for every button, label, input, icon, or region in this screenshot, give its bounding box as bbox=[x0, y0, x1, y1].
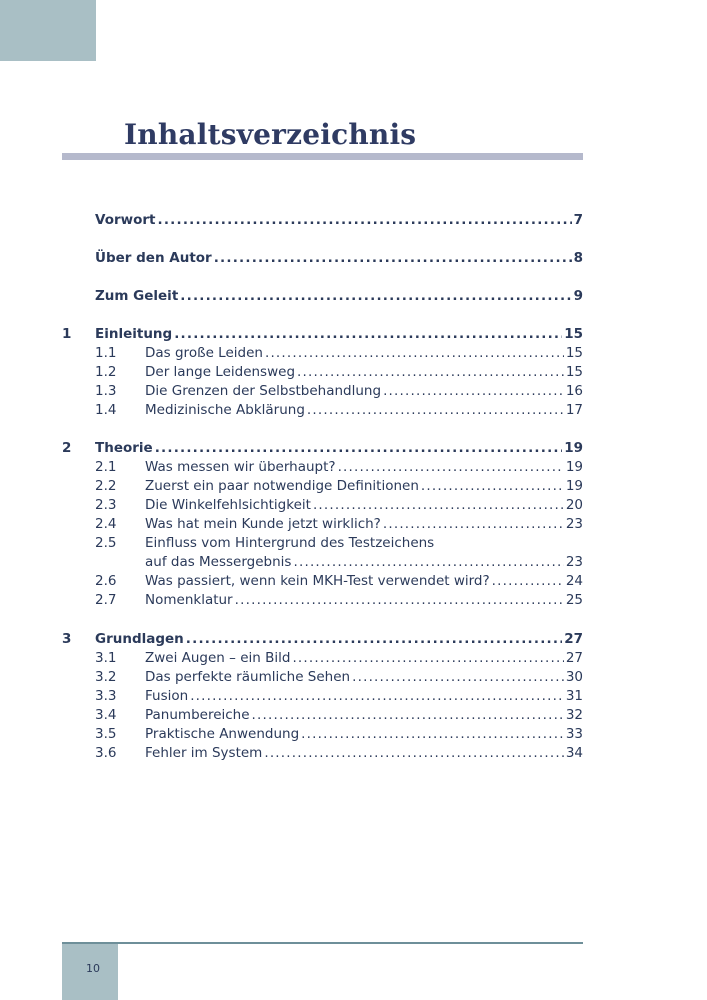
toc-subentry-page: 15 bbox=[565, 345, 583, 361]
dot-leader bbox=[265, 345, 564, 361]
dot-leader bbox=[293, 554, 563, 570]
toc-subentry-number: 3.1 bbox=[95, 650, 117, 666]
dot-leader bbox=[190, 688, 564, 704]
toc-subentry-page: 24 bbox=[565, 573, 583, 589]
toc-subentry-page: 27 bbox=[565, 650, 583, 666]
dot-leader bbox=[297, 364, 564, 380]
toc-entry-page: 7 bbox=[573, 212, 583, 228]
chapter-number: 3 bbox=[62, 631, 72, 647]
toc-subentry-page: 31 bbox=[565, 688, 583, 704]
toc-subentry-text: Medizinische Abklärung bbox=[145, 402, 305, 418]
toc-chapter-theorie[interactable] bbox=[95, 440, 583, 456]
toc-subentry-page: 33 bbox=[565, 726, 583, 742]
dot-leader bbox=[338, 459, 564, 475]
toc-subentry[interactable] bbox=[95, 573, 583, 589]
toc-subentry-text: Das perfekte räumliche Sehen bbox=[145, 669, 351, 685]
chapter-number: 1 bbox=[62, 326, 72, 342]
toc-subentry[interactable] bbox=[95, 516, 583, 532]
toc-entry-page: 27 bbox=[564, 631, 583, 647]
toc-subentry[interactable] bbox=[95, 745, 583, 761]
toc-subentry[interactable] bbox=[95, 345, 583, 361]
dot-leader bbox=[292, 650, 563, 666]
toc-subentry-text: Fehler im System bbox=[145, 745, 263, 761]
toc-subentry-number: 2.5 bbox=[95, 535, 117, 551]
toc-subentry-page: 25 bbox=[565, 592, 583, 608]
toc-entry-page: 8 bbox=[573, 250, 583, 266]
dot-leader bbox=[383, 383, 564, 399]
toc-entry-page: 9 bbox=[573, 288, 583, 304]
toc-subentry-text: Panumbereiche bbox=[145, 707, 250, 723]
dot-leader bbox=[352, 669, 564, 685]
toc-subentry[interactable] bbox=[95, 669, 583, 685]
toc-subentry-page: 23 bbox=[565, 516, 583, 532]
toc-subentry-number: 3.4 bbox=[95, 707, 117, 723]
toc-subentry-page: 20 bbox=[565, 497, 583, 513]
toc-subentry-text: Zwei Augen – ein Bild bbox=[145, 650, 291, 666]
toc-subentry-text: Einfluss vom Hintergrund des Testzeichens bbox=[145, 535, 435, 551]
dot-leader bbox=[307, 402, 564, 418]
toc-entry-text: Einleitung bbox=[95, 326, 173, 342]
toc-subentry[interactable] bbox=[95, 383, 583, 399]
toc-subentry-text: Fusion bbox=[145, 688, 189, 704]
toc-subentry-number: 2.6 bbox=[95, 573, 117, 589]
dot-leader bbox=[421, 478, 564, 494]
toc-entry-text: Zum Geleit bbox=[95, 288, 179, 304]
toc-subentry-text: Was hat mein Kunde jetzt wirklich? bbox=[145, 516, 381, 532]
toc-subentry-page: 19 bbox=[565, 478, 583, 494]
toc-subentry[interactable] bbox=[95, 688, 583, 704]
toc-subentry-page: 15 bbox=[565, 364, 583, 380]
toc-subentry-text: Die Winkelfehlsichtigkeit bbox=[145, 497, 311, 513]
page-number: 10 bbox=[86, 962, 100, 975]
dot-leader bbox=[158, 212, 572, 228]
toc-subentry-number: 3.6 bbox=[95, 745, 117, 761]
dot-leader bbox=[174, 326, 562, 342]
toc-subentry-number: 2.3 bbox=[95, 497, 117, 513]
toc-subentry[interactable] bbox=[95, 726, 583, 742]
toc-subentry[interactable] bbox=[95, 459, 583, 475]
toc-entry-vorwort[interactable] bbox=[95, 212, 583, 228]
toc-subentry-text: Praktische Anwendung bbox=[145, 726, 300, 742]
toc-subentry-number: 1.1 bbox=[95, 345, 117, 361]
toc-subentry[interactable] bbox=[95, 592, 583, 608]
corner-color-block bbox=[0, 0, 96, 61]
dot-leader bbox=[492, 573, 564, 589]
toc-subentry[interactable] bbox=[95, 707, 583, 723]
toc-subentry-text: Nomenklatur bbox=[145, 592, 233, 608]
toc-subentry[interactable] bbox=[95, 478, 583, 494]
toc-subentry-page: 19 bbox=[565, 459, 583, 475]
dot-leader bbox=[301, 726, 564, 742]
toc-subentry-number: 3.2 bbox=[95, 669, 117, 685]
dot-leader bbox=[235, 592, 564, 608]
toc-subentry-page: 16 bbox=[565, 383, 583, 399]
toc-subentry-text: Zuerst ein paar notwendige Definitionen bbox=[145, 478, 419, 494]
toc-subentry-number: 1.3 bbox=[95, 383, 117, 399]
dot-leader bbox=[264, 745, 563, 761]
chapter-number: 2 bbox=[62, 440, 72, 456]
toc-entry-page: 19 bbox=[564, 440, 583, 456]
toc-subentry-number: 1.2 bbox=[95, 364, 117, 380]
toc-entry-text: Vorwort bbox=[95, 212, 156, 228]
toc-subentry-page: 17 bbox=[565, 402, 583, 418]
toc-subentry[interactable] bbox=[95, 497, 583, 513]
toc-chapter-einleitung[interactable] bbox=[95, 326, 583, 342]
toc-entry-geleit[interactable] bbox=[95, 288, 583, 304]
toc-entry-text: Grundlagen bbox=[95, 631, 184, 647]
dot-leader bbox=[214, 250, 572, 266]
toc-subentry[interactable] bbox=[95, 402, 583, 418]
toc-subentry-text: Die Grenzen der Selbstbehandlung bbox=[145, 383, 382, 399]
toc-subentry-number: 3.3 bbox=[95, 688, 117, 704]
toc-chapter-grundlagen[interactable] bbox=[95, 631, 583, 647]
toc-subentry-page: 23 bbox=[565, 554, 583, 570]
page-title: Inhaltsverzeichnis bbox=[124, 118, 417, 151]
toc-subentry-number: 2.1 bbox=[95, 459, 117, 475]
toc-subentry[interactable] bbox=[95, 650, 583, 666]
toc-subentry[interactable] bbox=[95, 535, 583, 551]
dot-leader bbox=[252, 707, 564, 723]
toc-subentry-page: 32 bbox=[565, 707, 583, 723]
toc-subentry-number: 2.4 bbox=[95, 516, 117, 532]
toc-subentry-page: 30 bbox=[565, 669, 583, 685]
toc-subentry-page: 34 bbox=[565, 745, 583, 761]
dot-leader bbox=[180, 288, 571, 304]
footer-rule bbox=[62, 942, 583, 944]
toc-subentry-number: 3.5 bbox=[95, 726, 117, 742]
dot-leader bbox=[186, 631, 562, 647]
toc-subentry-continuation[interactable] bbox=[95, 554, 583, 570]
toc-entry-page: 15 bbox=[564, 326, 583, 342]
toc-subentry-text: auf das Messergebnis bbox=[145, 554, 292, 570]
toc-subentry-text: Was passiert, wenn kein MKH-Test verwendet wird? bbox=[145, 573, 490, 589]
toc-entry-text: Theorie bbox=[95, 440, 153, 456]
toc-subentry-number: 2.7 bbox=[95, 592, 117, 608]
toc-subentry-number: 1.4 bbox=[95, 402, 117, 418]
toc-subentry-number: 2.2 bbox=[95, 478, 117, 494]
toc-subentry[interactable] bbox=[95, 364, 583, 380]
title-underline bbox=[62, 153, 583, 160]
toc-subentry-text: Was messen wir überhaupt? bbox=[145, 459, 336, 475]
toc-subentry-text: Das große Leiden bbox=[145, 345, 263, 361]
toc-subentry-text: Der lange Leidensweg bbox=[145, 364, 296, 380]
toc-entry-autor[interactable] bbox=[95, 250, 583, 266]
dot-leader bbox=[155, 440, 563, 456]
dot-leader bbox=[313, 497, 564, 513]
toc-entry-text: Über den Autor bbox=[95, 250, 212, 266]
dot-leader bbox=[383, 516, 564, 532]
